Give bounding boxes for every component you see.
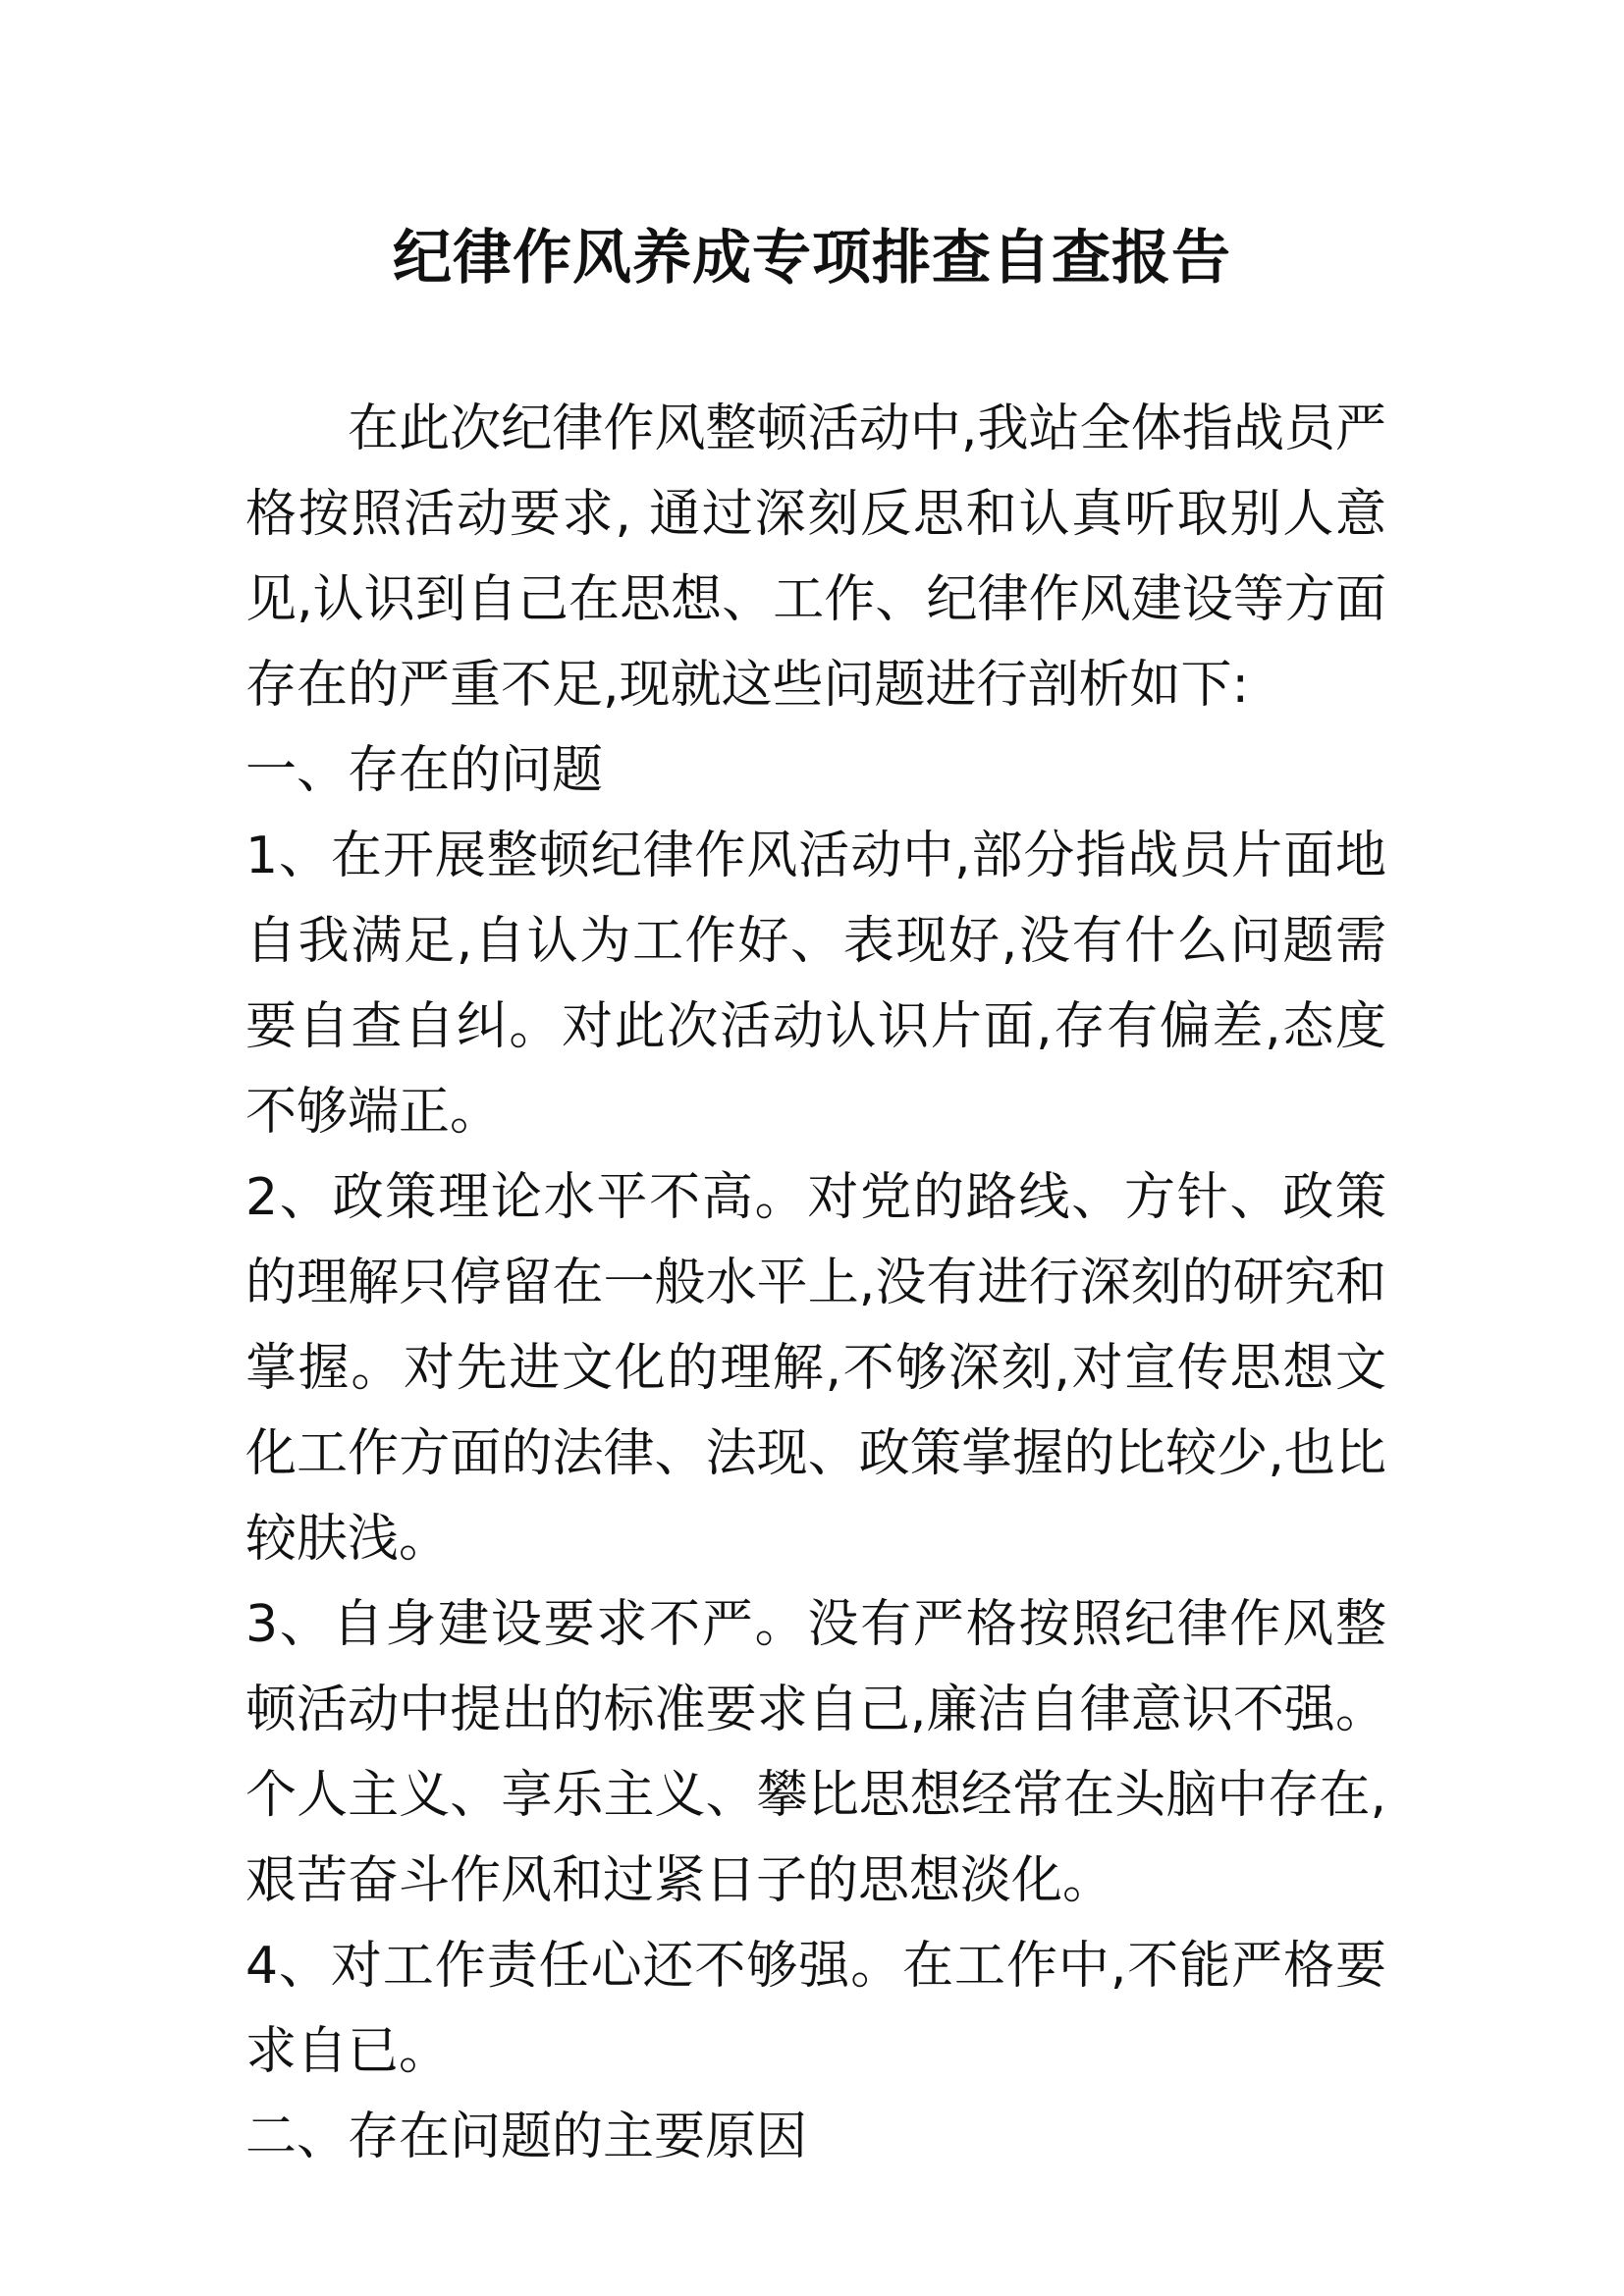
problem-item-2: 2、政策理论水平不高。对党的路线、方针、政策的理解只停留在一般水平上,没有进行深刻的研究和掌握。对先进文化的理解,不够深刻,对宣传思想文化工作方面的法律、法现、政策掌握的比较少,也比较肤浅。 (245, 1168, 1386, 1569)
problem-item-3: 3、自身建设要求不严。没有严格按照纪律作风整顿活动中提出的标准要求自己,廉洁自律意识不强。个人主义、享乐主义、攀比思想经常在头脑中存在,艰苦奋斗作风和过紧日子的思想淡化。 (245, 1595, 1386, 1910)
section-heading-problems: 一、存在的问题 (245, 741, 604, 800)
intro-paragraph: 在此次纪律作风整顿活动中,我站全体指战员严格按照活动要求, 通过深刻反思和认真听取别人意见,认识到自己在思想、工作、纪律作风建设等方面存在的严重不足,现就这些问题进行剖析如下: (245, 400, 1386, 715)
document-title: 纪律作风养成专项排查自查报告 (393, 224, 1231, 293)
section-heading-causes: 二、存在问题的主要原因 (245, 2108, 808, 2166)
problem-item-4: 4、对工作责任心还不够强。在工作中,不能严格要求自已。 (245, 1937, 1386, 2081)
problem-item-1: 1、在开展整顿纪律作风活动中,部分指战员片面地自我满足,自认为工作好、表现好,没有什么问题需要自查自纠。对此次活动认识片面,存有偏差,态度不够端正。 (245, 827, 1386, 1142)
document-body (245, 387, 1386, 2180)
